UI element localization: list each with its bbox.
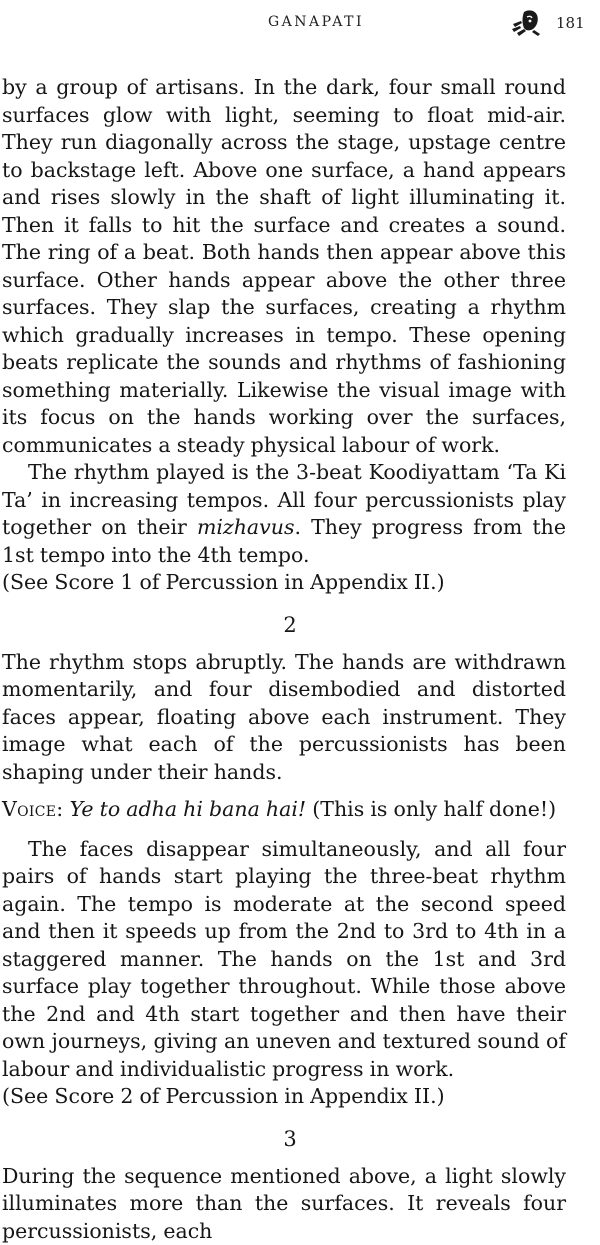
voice-translation: (This is only half done!) — [312, 797, 556, 821]
score-note-2: (See Score 2 of Percussion in Appendix II.) — [0, 1083, 600, 1111]
page-number: 181 — [556, 14, 585, 32]
section-number-3: 3 — [0, 1125, 600, 1153]
voice-hindi: Ye to adha hi bana hai! — [70, 797, 307, 821]
section-number-2: 2 — [0, 611, 600, 639]
paragraph-light: During the sequence mentioned above, a light slowly illuminates more than the surfaces. It reveals four percussionists, each — [0, 1163, 600, 1245]
body-text — [0, 74, 600, 1245]
running-header — [0, 8, 600, 38]
paragraph-rhythm — [0, 459, 600, 569]
paragraph-opening: by a group of artisans. In the dark, four small round surfaces glow with light, seeming to float mid-air. They run diagonally across the stage, upstage centre to backstage left. Above one surface, a hand appears and rises slowly in the shaft of light illuminating it. Then it falls to hit the surface and creates a sound. The ring of a beat. Both hands then appear above this surface. Other hands appear above the other three surfaces. They slap the surfaces, creating a rhythm which gradually increases in tempo. These opening beats replicate the sounds and rhythms of fashioning something materially. Likewise the visual image with its focus on the hands working over the surfaces, communicates a steady physical labour of work. — [0, 74, 600, 459]
running-title: GANAPATI — [268, 14, 364, 30]
paragraph-faces: The rhythm stops abruptly. The hands are withdrawn momentarily, and four disembodied and distorted faces appear, floating above each instrument. They image what each of the percussionists has been shaping under their hands. — [0, 649, 600, 787]
voice-label: Voice: — [2, 797, 63, 821]
paragraph-tempo: The faces disappear simultaneously, and all four pairs of hands start playing the three-beat rhythm again. The tempo is moderate at the second speed and then it speeds up from the 2nd to 3rd to 4th in a staggered manner. The hands on the 1st and 3rd surface play together throughout. While those above the 2nd and 4th start together and then have their own journeys, giving an uneven and textured sound of labour and individualistic progress in work. — [0, 836, 600, 1084]
rhythm-text-start: The rhythm played is the 3-beat Koodiyattam ‘Ta Ki Ta’ in increasing tempos. All four percussionists play together on their — [2, 460, 566, 539]
score-note-1: (See Score 1 of Percussion in Appendix II.) — [0, 569, 600, 597]
mizhavus-term: mizhavus — [197, 515, 295, 539]
rhythm-text-end: . They progress from the 1st tempo into the 4th tempo. — [2, 515, 566, 567]
voice-line — [0, 796, 600, 824]
hands-mask-ornament-icon — [510, 8, 542, 38]
